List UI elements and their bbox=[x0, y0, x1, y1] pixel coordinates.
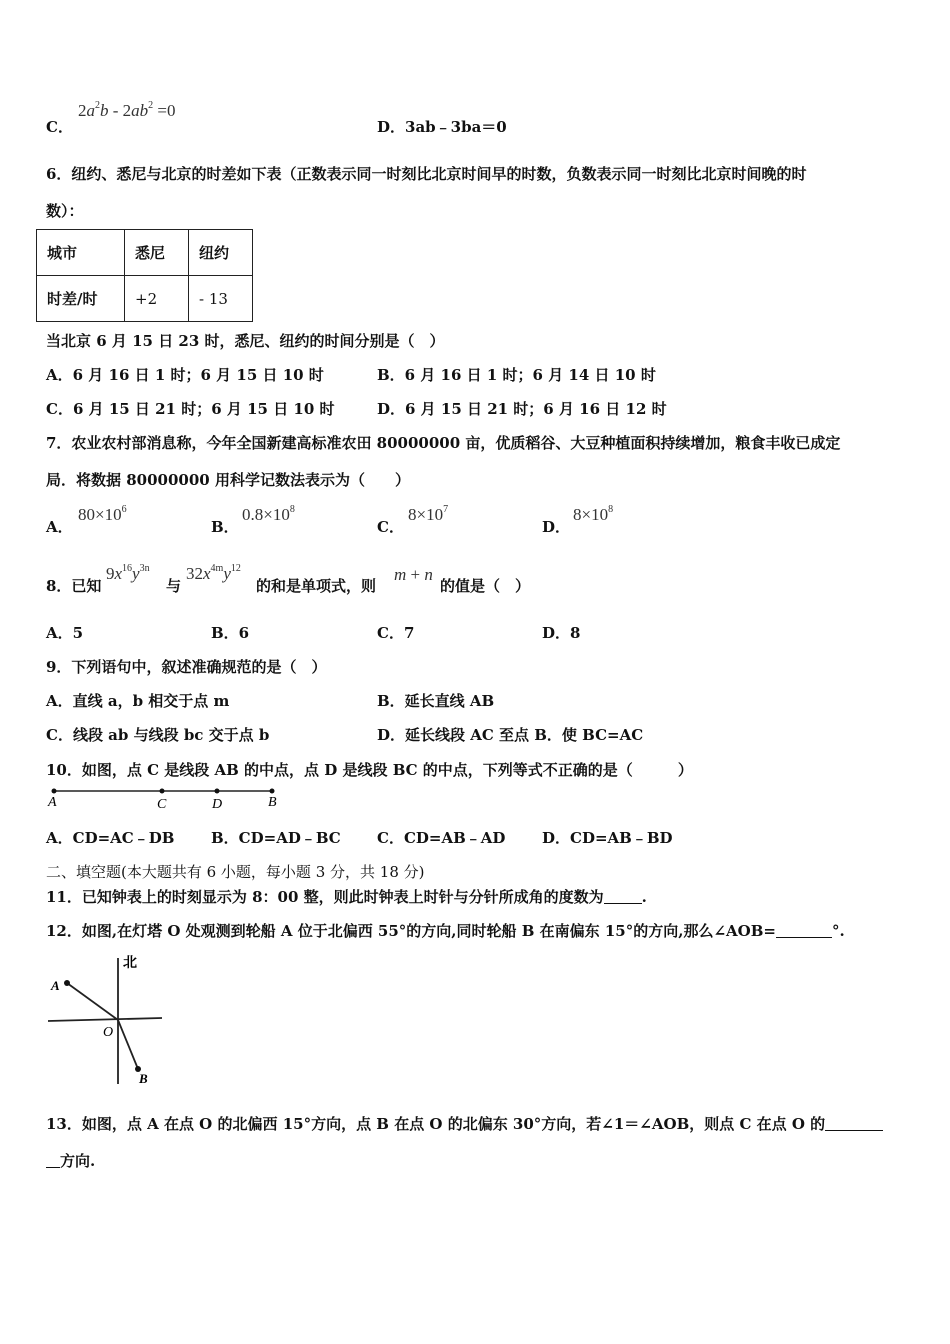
section-2-heading: 二、填空题(本大题共有 6 小题，每小题 3 分，共 18 分) bbox=[46, 863, 425, 881]
q7-stem-line1: 7．农业农村部消息称，今年全国新建高标准农田 80000000 亩，优质稻谷、大豆种植面积持续增加，粮食丰收已成定 bbox=[46, 434, 841, 452]
q11-stem: 11．已知钟表上的时刻显示为 8：00 整，则此时钟表上时针与分针所成角的度数为 bbox=[46, 888, 604, 906]
q6-stem-line1: 6．纽约、悉尼与北京的时差如下表（正数表示同一时刻比北京时间早的时数，负数表示同一时刻比北京时间晚的时 bbox=[46, 165, 807, 183]
ship-a-dot bbox=[64, 980, 70, 986]
q7-option-a-value: $80\times 10^6$ bbox=[78, 504, 127, 524]
table-cell: - 13 bbox=[189, 276, 253, 322]
q13-line2 bbox=[46, 1150, 95, 1171]
point-a-label: A bbox=[48, 795, 57, 810]
q10-stem: 10．如图，点 C 是线段 AB 的中点，点 D 是线段 BC 的中点，下列等式不正确的是（ ） bbox=[46, 761, 693, 779]
q8-option-c: C．7 bbox=[377, 624, 415, 642]
timezone-table bbox=[36, 229, 253, 322]
q11-answer-blank bbox=[604, 903, 642, 904]
ship-b-label: B bbox=[139, 1071, 148, 1086]
q10-option-a: A．CD=AC﹣DB bbox=[46, 829, 175, 847]
q8-term1: $9x^{16}y^{3n}$ bbox=[106, 563, 150, 583]
table-header-cell: 纽约 bbox=[189, 230, 253, 276]
east-west-axis bbox=[48, 1018, 162, 1021]
q12-line bbox=[46, 920, 845, 941]
q9-option-b: B．延长直线 AB bbox=[377, 692, 495, 710]
q9-option-a: A．直线 a，b 相交于点 m bbox=[46, 692, 230, 710]
q7-option-b-label: B． bbox=[211, 518, 239, 536]
q13-answer-blank-cont bbox=[46, 1167, 60, 1168]
q7-option-c-value: $8\times 10^7$ bbox=[408, 504, 449, 524]
q12-stem: 12．如图,在灯塔 O 处观测到轮船 A 位于北偏西 55°的方向,同时轮船 B 在南偏东 15°的方向,那么∠AOB= bbox=[46, 922, 776, 940]
table-row bbox=[37, 230, 253, 276]
point-b-dot bbox=[270, 789, 275, 794]
q5-option-d: D．3ab﹣3ba＝0 bbox=[377, 118, 507, 136]
table-header-cell: 城市 bbox=[37, 230, 125, 276]
q13-answer-blank bbox=[825, 1130, 883, 1131]
q7-option-a-label: A． bbox=[46, 518, 73, 536]
table-row bbox=[37, 276, 253, 322]
point-c-label: C bbox=[157, 797, 167, 812]
q9-stem: 9．下列语句中，叙述准确规范的是（ ） bbox=[46, 658, 327, 676]
point-b-label: B bbox=[268, 795, 277, 810]
q8-prefix: 8．已知 bbox=[46, 577, 102, 595]
q8-option-b: B．6 bbox=[211, 624, 250, 642]
table-header-cell: 悉尼 bbox=[125, 230, 189, 276]
q10-option-b: B．CD=AD﹣BC bbox=[211, 829, 341, 847]
point-c-dot bbox=[160, 789, 165, 794]
point-d-dot bbox=[215, 789, 220, 794]
q11-line bbox=[46, 886, 647, 907]
ship-a-label: A bbox=[51, 978, 60, 993]
q8-suffix1: 的和是单项式，则 bbox=[256, 577, 377, 595]
q10-segment-figure bbox=[44, 784, 284, 814]
q8-option-a: A．5 bbox=[46, 624, 84, 642]
q12-answer-blank bbox=[776, 937, 832, 938]
q7-option-d-value: $8\times 10^8$ bbox=[573, 504, 614, 524]
q10-option-c: C．CD=AB﹣AD bbox=[377, 829, 506, 847]
q13-end: 方向. bbox=[60, 1152, 96, 1170]
q5-option-c-expression: $2a^2b - 2ab^2 =0$ bbox=[78, 100, 176, 120]
q5-option-c-label: C． bbox=[46, 118, 73, 136]
q8-mid: 与 bbox=[166, 577, 182, 595]
north-label: 北 bbox=[123, 956, 137, 971]
ray-ob bbox=[118, 1020, 138, 1069]
q9-option-d: D．延长线段 AC 至点 B．使 BC=AC bbox=[377, 726, 644, 744]
q7-stem-line2: 局．将数据 80000000 用科学记数法表示为（ ） bbox=[46, 471, 410, 489]
q13-stem: 13．如图，点 A 在点 O 的北偏西 15°方向，点 B 在点 O 的北偏东 30°方向，若∠1＝∠AOB，则点 C 在点 O 的 bbox=[46, 1115, 826, 1133]
q8-suffix2: 的值是（ ） bbox=[440, 577, 531, 595]
q7-option-b-value: $0.8\times 10^8$ bbox=[242, 504, 295, 524]
point-a-dot bbox=[52, 789, 57, 794]
point-o-label: O bbox=[103, 1025, 114, 1040]
q7-option-d-label: D． bbox=[542, 518, 571, 536]
q7-option-c-label: C． bbox=[377, 518, 404, 536]
q6-option-b: B．6 月 16 日 1 时；6 月 14 日 10 时 bbox=[377, 366, 656, 384]
table-row-label: 时差/时 bbox=[37, 276, 125, 322]
q10-option-d: D．CD=AB﹣BD bbox=[542, 829, 673, 847]
q13-line bbox=[46, 1113, 883, 1134]
q6-option-c: C．6 月 15 日 21 时；6 月 15 日 10 时 bbox=[46, 400, 335, 418]
q6-option-a: A．6 月 16 日 1 时；6 月 15 日 10 时 bbox=[46, 366, 324, 384]
q8-option-d: D．8 bbox=[542, 624, 581, 642]
q9-option-c: C．线段 ab 与线段 bc 交于点 b bbox=[46, 726, 270, 744]
q6-stem-line2: 数）： bbox=[46, 202, 84, 220]
q11-end: . bbox=[641, 888, 647, 906]
q6-question: 当北京 6 月 15 日 23 时，悉尼、纽约的时间分别是（ ） bbox=[46, 332, 445, 350]
q8-term2: $32x^{4m}y^{12}$ bbox=[186, 563, 241, 583]
q12-end: °. bbox=[831, 922, 845, 940]
point-d-label: D bbox=[212, 797, 223, 812]
q6-option-d: D．6 月 15 日 21 时；6 月 16 日 12 时 bbox=[377, 400, 667, 418]
q12-bearing-figure bbox=[40, 950, 170, 1090]
q8-expression: m + n bbox=[394, 565, 433, 584]
table-cell: +2 bbox=[125, 276, 189, 322]
ray-oa bbox=[67, 983, 118, 1020]
